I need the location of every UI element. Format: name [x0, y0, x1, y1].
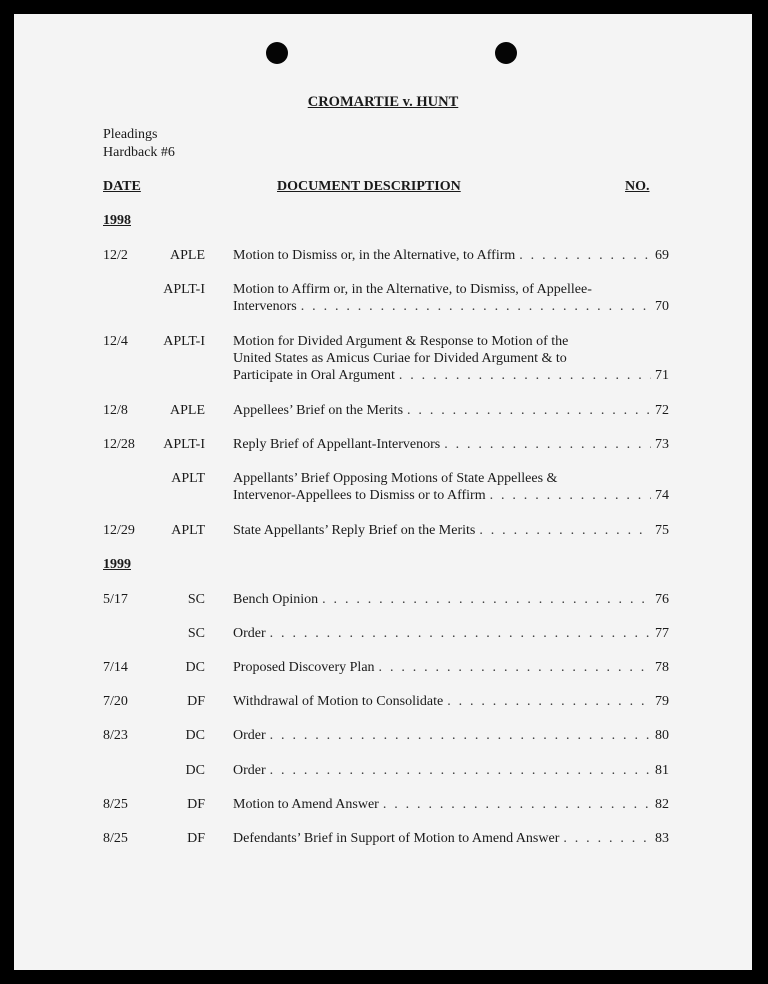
entry-party: APLT-I [163, 334, 205, 349]
entry-party: APLT-I [163, 282, 205, 297]
entry-party: DC [185, 660, 205, 675]
entry-party: APLE [170, 248, 205, 263]
entry-description: Bench Opinion . . . 76 [233, 591, 669, 608]
entry-number: 69 [655, 248, 669, 263]
entry-number: 82 [655, 797, 669, 812]
entry-date: 7/14 [103, 660, 128, 675]
entry-date: 12/2 [103, 248, 128, 263]
entry-number: 78 [655, 660, 669, 675]
entry-party: DF [187, 694, 205, 709]
entry-number: 71 [655, 368, 669, 383]
entry-number: 74 [655, 488, 669, 503]
entry-date: 12/4 [103, 334, 128, 349]
entry-party: DC [185, 763, 205, 778]
entry-number: 80 [655, 728, 669, 743]
entry-number: 79 [655, 694, 669, 709]
entry-description: Appellees’ Brief on the Merits . . . 72 [233, 402, 669, 419]
entry-party: APLE [170, 403, 205, 418]
entry-date: 12/29 [103, 523, 135, 538]
entry-party: APLT-I [163, 437, 205, 452]
entry-date: 8/25 [103, 797, 128, 812]
entry-description: State Appellants’ Reply Brief on the Merits . . . 75 [233, 522, 669, 539]
entry-party: DF [187, 797, 205, 812]
entry-date: 7/20 [103, 694, 128, 709]
volume-label: Hardback #6 [103, 145, 175, 160]
entry-number: 76 [655, 592, 669, 607]
entry-date: 8/25 [103, 831, 128, 846]
document-page [14, 14, 752, 970]
entry-description: Order . . . 81 [233, 762, 669, 779]
entry-date: 5/17 [103, 592, 128, 607]
entry-party: APLT [171, 471, 205, 486]
punch-hole-right [495, 42, 517, 64]
entry-date: 8/23 [103, 728, 128, 743]
entry-description: Reply Brief of Appellant-Intervenors . . . 73 [233, 436, 669, 453]
entry-date: 12/8 [103, 403, 128, 418]
entry-number: 77 [655, 626, 669, 641]
entry-number: 72 [655, 403, 669, 418]
entry-number: 81 [655, 763, 669, 778]
entry-party: SC [187, 592, 205, 607]
entry-description: Withdrawal of Motion to Consolidate . . . 79 [233, 693, 669, 710]
entry-description: Proposed Discovery Plan . . . 78 [233, 659, 669, 676]
entry-number: 70 [655, 299, 669, 314]
year-heading-1998: 1998 [103, 213, 131, 228]
entry-party: DC [185, 728, 205, 743]
entry-description: Appellants’ Brief Opposing Motions of State Appellees & Intervenor-Appellees to Dismiss or to Affirm . . . 74 [233, 470, 669, 504]
number-column-header: NO. [625, 179, 650, 194]
year-heading-1999: 1999 [103, 557, 131, 572]
entry-number: 83 [655, 831, 669, 846]
entry-description: Motion to Affirm or, in the Alternative, to Dismiss, of Appellee- Intervenors . . . 70 [233, 281, 669, 315]
entry-description: Motion for Divided Argument & Response to Motion of the United States as Amicus Curiae for Divided Argument & to Participate in Oral Argument . . . 71 [233, 333, 669, 384]
entry-party: DF [187, 831, 205, 846]
category-label: Pleadings [103, 127, 158, 142]
entry-date: 12/28 [103, 437, 135, 452]
entry-description: Order . . . 80 [233, 727, 669, 744]
entry-description: Defendants’ Brief in Support of Motion to Amend Answer . . . 83 [233, 830, 669, 847]
entry-description: Order . . . 77 [233, 625, 669, 642]
entry-party: APLT [171, 523, 205, 538]
entry-number: 75 [655, 523, 669, 538]
entry-party: SC [187, 626, 205, 641]
date-column-header: DATE [103, 179, 141, 194]
entry-number: 73 [655, 437, 669, 452]
description-column-header: DOCUMENT DESCRIPTION [277, 179, 461, 194]
entry-description: Motion to Amend Answer . . . 82 [233, 796, 669, 813]
punch-hole-left [266, 42, 288, 64]
case-title: CROMARTIE v. HUNT [307, 94, 459, 110]
entry-description: Motion to Dismiss or, in the Alternative, to Affirm . . . 69 [233, 247, 669, 264]
